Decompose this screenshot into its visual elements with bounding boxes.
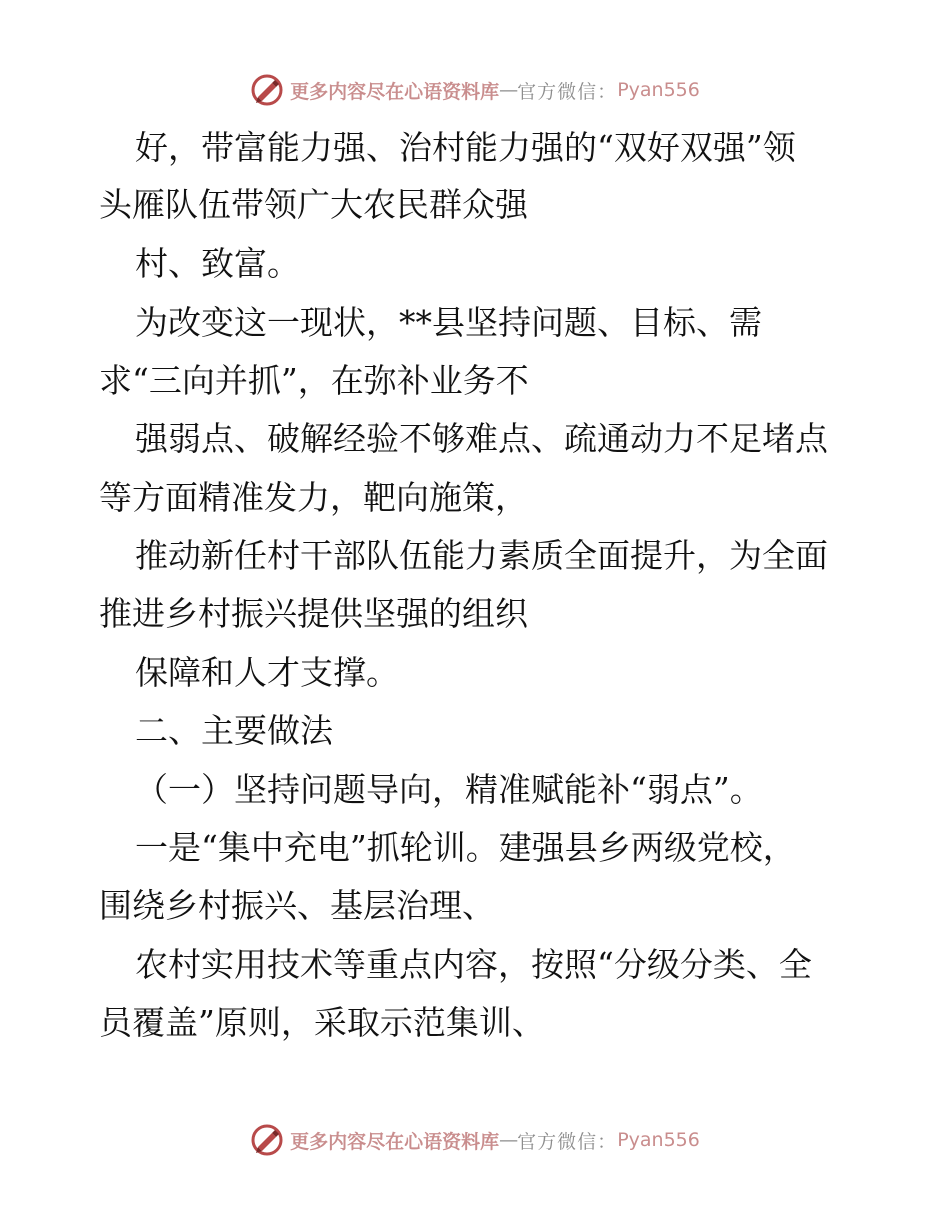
watermark-wechat-label: 官方微信： xyxy=(517,80,618,103)
watermark-wechat-id: Pyan556 xyxy=(617,1129,700,1151)
body-line: 推动新任村干部队伍能力素质全面提升，为全面 xyxy=(135,536,828,575)
subsection-heading: （一）坚持问题导向，精准赋能补“弱点”。 xyxy=(135,770,763,809)
watermark-text: 更多内容尽在心语资料库 xyxy=(290,80,500,103)
body-line: 强弱点、破解经验不够难点、疏通动力不足堵点 xyxy=(135,419,828,458)
header-watermark xyxy=(0,70,950,110)
body-line: 头雁队伍带领广大农民群众强 xyxy=(99,185,528,224)
body-line: 农村实用技术等重点内容，按照“分级分类、全 xyxy=(135,945,812,984)
body-line: 好，带富能力强、治村能力强的“双好双强”领 xyxy=(135,128,796,167)
body-line: 等方面精准发力，靶向施策， xyxy=(99,478,528,517)
watermark-wechat-label: 官方微信： xyxy=(517,1130,618,1153)
body-line: 求“三向并抓”，在弥补业务不 xyxy=(99,361,529,400)
pen-logo-icon xyxy=(250,1123,284,1157)
watermark-text: 更多内容尽在心语资料库 xyxy=(290,1130,500,1153)
body-line: 为改变这一现状，**县坚持问题、目标、需 xyxy=(135,303,762,342)
body-line: 村、致富。 xyxy=(135,244,300,283)
body-line: 推进乡村振兴提供坚强的组织 xyxy=(99,594,528,633)
watermark-dash: — xyxy=(499,79,518,101)
body-line: 一是“集中充电”抓轮训。建强县乡两级党校， xyxy=(135,828,796,867)
pen-logo-icon xyxy=(250,73,284,107)
body-line: 保障和人才支撑。 xyxy=(135,653,399,692)
section-heading: 二、主要做法 xyxy=(135,711,333,750)
watermark-wechat-id: Pyan556 xyxy=(617,79,700,101)
watermark-dash: — xyxy=(499,1129,518,1151)
body-line: 围绕乡村振兴、基层治理、 xyxy=(99,886,495,925)
footer-watermark xyxy=(0,1120,950,1160)
body-line: 员覆盖”原则，采取示范集训、 xyxy=(99,1003,545,1042)
